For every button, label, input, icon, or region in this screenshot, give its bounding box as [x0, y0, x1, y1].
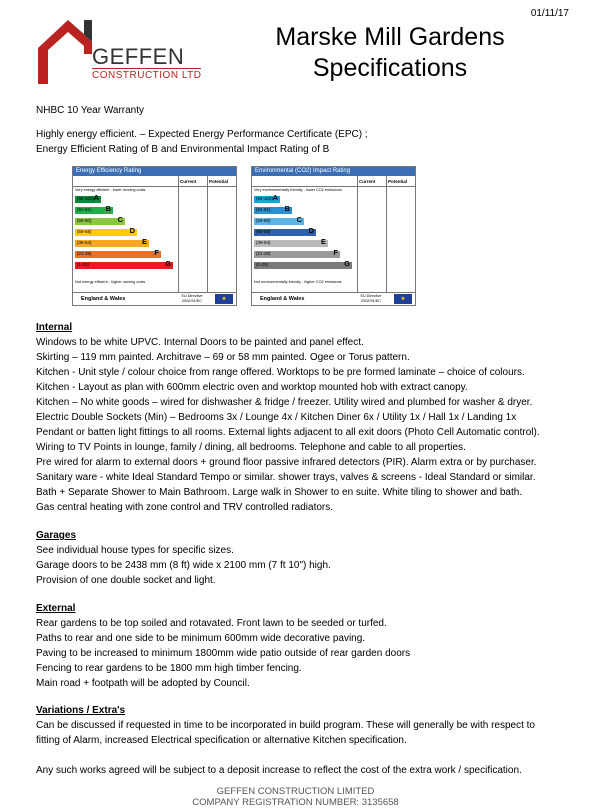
- top-note: Very energy efficient - lower running costs: [75, 188, 146, 192]
- spec-line: Skirting – 119 mm painted. Architrave – 69 or 58 mm painted. Ogee or Torus pattern.: [36, 352, 410, 363]
- company-logo: [34, 14, 204, 86]
- rating-band: [75, 248, 161, 258]
- rating-band: [75, 237, 149, 247]
- spec-line: Kitchen – No white goods – wired for dishwasher & fridge / freezer. Utility wired and plumbed for washer & dryer.: [36, 397, 533, 408]
- band-letter: A: [272, 193, 278, 202]
- spec-line: Sanitary ware - white Ideal Standard Tempo or similar. shower trays, valves & screens - Ideal Standard or similar.: [36, 472, 536, 483]
- column-divider: [178, 176, 179, 293]
- directive-label: EU Directive 2002/91/EC: [360, 294, 382, 303]
- band-range: (69-80): [77, 218, 92, 223]
- band-range: (55-68): [256, 229, 271, 234]
- garages-list: [36, 543, 331, 588]
- rating-band: [75, 226, 137, 236]
- footer-company: GEFFEN CONSTRUCTION LIMITED: [216, 786, 375, 797]
- spec-line: Kitchen - Unit style / colour choice from range offered. Worktops to be pre formed laminate – choice of colours.: [36, 367, 525, 378]
- spec-line: Gas central heating with zone control and TRV controlled radiators.: [36, 502, 334, 513]
- spec-line: Rear gardens to be top soiled and rotavated. Front lawn to be seeded or turfed.: [36, 618, 387, 629]
- spec-line: Paths to rear and one side to be minimum 600mm wide decorative paving.: [36, 633, 366, 644]
- band-letter: E: [320, 237, 326, 246]
- rating-band: [75, 204, 113, 214]
- rating-band: [254, 226, 316, 236]
- spec-line: Fencing to rear gardens to be 1800 mm high timber fencing.: [36, 663, 302, 674]
- band-letter: B: [105, 204, 111, 213]
- band-range: (69-80): [256, 218, 271, 223]
- column-header: Potential: [209, 179, 229, 184]
- band-letter: D: [308, 226, 314, 235]
- rating-band: [254, 193, 280, 203]
- environmental-impact-panel: [251, 166, 416, 306]
- spec-line: Pendant or batten light fittings to all rooms. External lights adjacent to all exit doors (Photo Cell Automatic control).: [36, 427, 540, 438]
- band-range: (1-20): [256, 262, 269, 267]
- spec-line: Paving to be increased to minimum 1800mm wide patio outside of rear garden doors: [36, 648, 411, 659]
- bottom-note: Not energy efficient - higher running costs: [75, 280, 146, 284]
- band-letter: A: [93, 193, 99, 202]
- band-letter: F: [154, 248, 159, 257]
- top-note: Very environmentally friendly - lower CO2 emissions: [254, 188, 342, 192]
- spec-line: Kitchen - Layout as plan with 600mm electric oven and worktop mounted hob with extract canopy.: [36, 382, 468, 393]
- rating-band: [75, 193, 101, 203]
- directive-label: EU Directive 2002/91/EC: [181, 294, 203, 303]
- band-range: (39-54): [256, 240, 271, 245]
- header-divider: [73, 186, 236, 187]
- warranty-text: NHBC 10 Year Warranty: [36, 105, 145, 116]
- spec-line: Provision of one double socket and light.: [36, 575, 216, 586]
- column-header: Current: [359, 179, 376, 184]
- column-divider: [357, 176, 358, 293]
- column-divider: [207, 176, 208, 293]
- variations-heading: Variations / Extra's: [36, 705, 126, 716]
- external-list: [36, 616, 410, 691]
- rating-grid: [252, 176, 415, 293]
- house-logo-icon: [34, 14, 98, 86]
- band-letter: E: [141, 237, 147, 246]
- garages-heading: Garages: [36, 530, 77, 541]
- spec-line: Wiring to TV Points in lounge, family / dining, all bedrooms. Telephone and cable to all properties.: [36, 442, 466, 453]
- band-letter: F: [333, 248, 338, 257]
- energy-efficiency-panel: [72, 166, 237, 306]
- band-range: (55-68): [77, 229, 92, 234]
- column-divider: [386, 176, 387, 293]
- footer-registration: COMPANY REGISTRATION NUMBER: 3135658: [192, 797, 399, 808]
- spec-line: Windows to be white UPVC. Internal Doors to be painted and panel effect.: [36, 337, 364, 348]
- band-range: (21-38): [256, 251, 271, 256]
- spec-line: See individual house types for specific sizes.: [36, 545, 234, 556]
- region-label: England & Wales: [260, 296, 305, 302]
- title-line-1: Marske Mill Gardens: [275, 23, 505, 51]
- column-header: Current: [180, 179, 197, 184]
- bottom-note: Not environmentally friendly - higher CO2 emissions: [254, 280, 342, 284]
- page-title: [240, 22, 540, 84]
- spec-line: Bath + Separate Shower to Main Bathroom. Large walk in Shower to en suite. White tiling to shower and bath.: [36, 487, 523, 498]
- title-line-2: Specifications: [312, 54, 468, 82]
- eu-flag-icon: ★: [215, 294, 233, 304]
- eu-flag-icon: ★: [394, 294, 412, 304]
- spec-line: fitting of Alarm, increased Electrical specification or alternative Kitchen specification.: [36, 735, 407, 746]
- rating-band: [75, 259, 173, 269]
- panel-footer: [73, 292, 236, 305]
- logo-name: GEFFEN: [92, 44, 185, 69]
- panel-title: Environmental (CO2) Impact Rating: [252, 167, 415, 176]
- band-letter: C: [117, 215, 123, 224]
- spec-line: Pre wired for alarm to external doors + ground floor passive infrared detectors (PIR). Alarm extra or by purchaser.: [36, 457, 537, 468]
- external-heading: External: [36, 603, 76, 614]
- rating-band: [75, 215, 125, 225]
- band-range: (92-100): [77, 196, 95, 201]
- band-letter: B: [284, 204, 290, 213]
- rating-band: [254, 204, 292, 214]
- spec-line: Can be discussed if requested in time to be incorporated in build program. These will generally be with respect to: [36, 720, 535, 731]
- internal-heading: Internal: [36, 322, 73, 333]
- header-divider: [252, 186, 415, 187]
- region-label: England & Wales: [81, 296, 126, 302]
- panel-title: Energy Efficiency Rating: [73, 167, 236, 176]
- band-range: (81-91): [77, 207, 92, 212]
- energy-line-2: Energy Efficient Rating of B and Environmental Impact Rating of B: [36, 144, 330, 155]
- panel-footer: [252, 292, 415, 305]
- band-range: (21-38): [77, 251, 92, 256]
- column-header: Potential: [388, 179, 408, 184]
- internal-list: [36, 335, 540, 515]
- band-letter: G: [165, 259, 171, 268]
- band-letter: C: [296, 215, 302, 224]
- band-range: (81-91): [256, 207, 271, 212]
- energy-line-1: Highly energy efficient. – Expected Energy Performance Certificate (EPC) ;: [36, 129, 368, 140]
- document-date: 01/11/17: [530, 8, 569, 19]
- rating-band: [254, 215, 304, 225]
- rating-band: [254, 259, 352, 269]
- band-letter: D: [129, 226, 135, 235]
- band-range: (92-100): [256, 196, 274, 201]
- variations-list: [36, 718, 535, 748]
- spec-line: Main road + footpath will be adopted by Council.: [36, 678, 250, 689]
- band-range: (1-20): [77, 262, 90, 267]
- band-letter: G: [344, 259, 350, 268]
- rating-band: [254, 248, 340, 258]
- spec-line: Electric Double Sockets (Min) – Bedrooms 3x / Lounge 4x / Kitchen Diner 6x / Utility 1x / Hall 1x / Landing 1x: [36, 412, 517, 423]
- band-range: (39-54): [77, 240, 92, 245]
- deposit-note: Any such works agreed will be subject to a deposit increase to reflect the cost of the extra work / specification.: [36, 765, 522, 776]
- rating-band: [254, 237, 328, 247]
- rating-grid: [73, 176, 236, 293]
- spec-line: Garage doors to be 2438 mm (8 ft) wide x 2100 mm (7 ft 10") high.: [36, 560, 331, 571]
- logo-subtitle: CONSTRUCTION LTD: [92, 70, 202, 81]
- footer: [0, 786, 591, 808]
